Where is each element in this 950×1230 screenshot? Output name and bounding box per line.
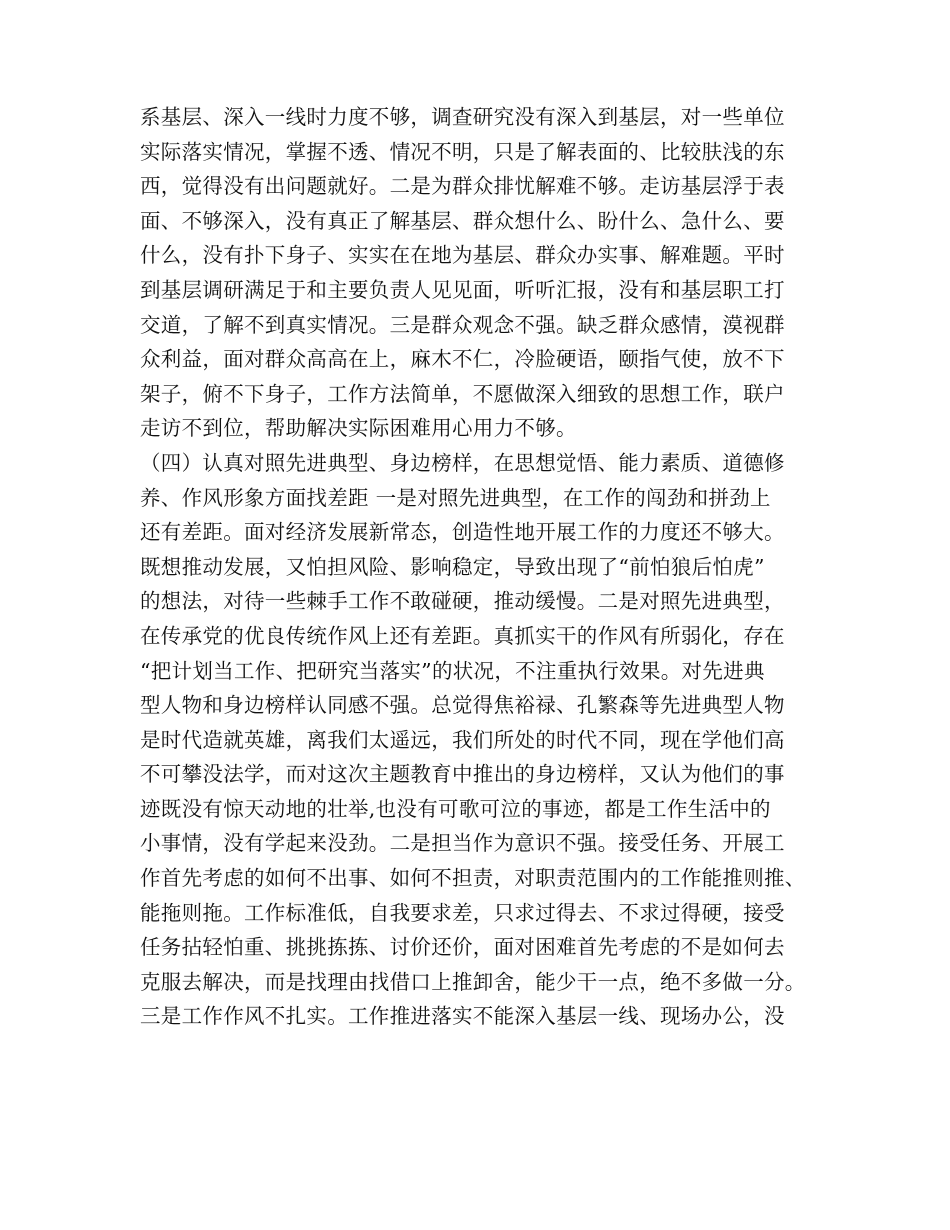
- text-line: 小事情，没有学起来没劲。二是担当作为意识不强。接受任务、开展工: [140, 831, 785, 856]
- text-line: 在传承党的优良传统作风上还有差距。真抓实干的作风有所弱化，存在: [140, 623, 785, 648]
- text-line: 架子，俯不下身子，工作方法简单，不愿做深入细致的思想工作，联户: [140, 381, 785, 406]
- text-line: 养、作风形象方面找差距 一是对照先进典型，在工作的闯劲和拼劲上: [140, 485, 771, 510]
- text-line: 型人物和身边榜样认同感不强。总觉得焦裕禄、孔繁森等先进典型人物: [140, 693, 785, 718]
- text-line: 西，觉得没有出问题就好。二是为群众排忧解难不够。走访基层浮于表: [140, 174, 785, 199]
- text-line: 众利益，面对群众高高在上，麻木不仁，冷脸硬语，颐指气使，放不下: [140, 347, 785, 372]
- body-text: [140, 100, 840, 1034]
- text-line: 三是工作作风不扎实。工作推进落实不能深入基层一线、现场办公，没: [140, 1004, 785, 1029]
- text-line: 到基层调研满足于和主要负责人见见面，听听汇报，没有和基层职工打: [140, 277, 785, 302]
- text-line: 还有差距。面对经济发展新常态，创造性地开展工作的力度还不够大。: [140, 520, 785, 545]
- text-line: 既想推动发展，又怕担风险、影响稳定，导致出现了“前怕狼后怕虎”: [140, 554, 765, 579]
- text-line: 交道，了解不到真实情况。三是群众观念不强。缺乏群众感情，漠视群: [140, 312, 785, 337]
- text-line: 任务拈轻怕重、挑挑拣拣、讨价还价，面对困难首先考虑的不是如何去: [140, 935, 785, 960]
- text-line: 面、不够深入，没有真正了解基层、群众想什么、盼什么、急什么、要: [140, 208, 785, 233]
- text-line: 是时代造就英雄，离我们太遥远，我们所处的时代不同，现在学他们高: [140, 727, 785, 752]
- text-line: 能拖则拖。工作标准低，自我要求差，只求过得去、不求过得硬，接受: [140, 900, 785, 925]
- text-line: 克服去解决，而是找理由找借口上推卸舍，能少干一点，绝不多做一分。: [140, 969, 806, 994]
- text-line: 走访不到位，帮助解决实际困难用心用力不够。: [140, 416, 577, 441]
- text-line: 作首先考虑的如何不出事、如何不担责，对职责范围内的工作能推则推、: [140, 866, 806, 891]
- text-line: 系基层、深入一线时力度不够，调查研究没有深入到基层，对一些单位: [140, 105, 785, 129]
- text-line: 迹既没有惊天动地的壮举,也没有可歌可泣的事迹，都是工作生活中的: [140, 796, 771, 821]
- text-line: “把计划当工作、把研究当落实”的状况，不注重执行效果。对先进典: [140, 658, 765, 683]
- text-line: 不可攀没法学，而对这次主题教育中推出的身边榜样，又认为他们的事: [140, 762, 785, 787]
- text-line: 的想法，对待一些棘手工作不敢碰硬，推动缓慢。二是对照先进典型，: [140, 589, 785, 614]
- text-line: 什么，没有扑下身子、实实在在地为基层、群众办实事、解难题。平时: [140, 243, 785, 268]
- text-line: 实际落实情况，掌握不透、情况不明，只是了解表面的、比较肤浅的东: [140, 139, 785, 164]
- section-heading-line: （四）认真对照先进典型、身边榜样，在思想觉悟、能力素质、道德修: [140, 450, 785, 475]
